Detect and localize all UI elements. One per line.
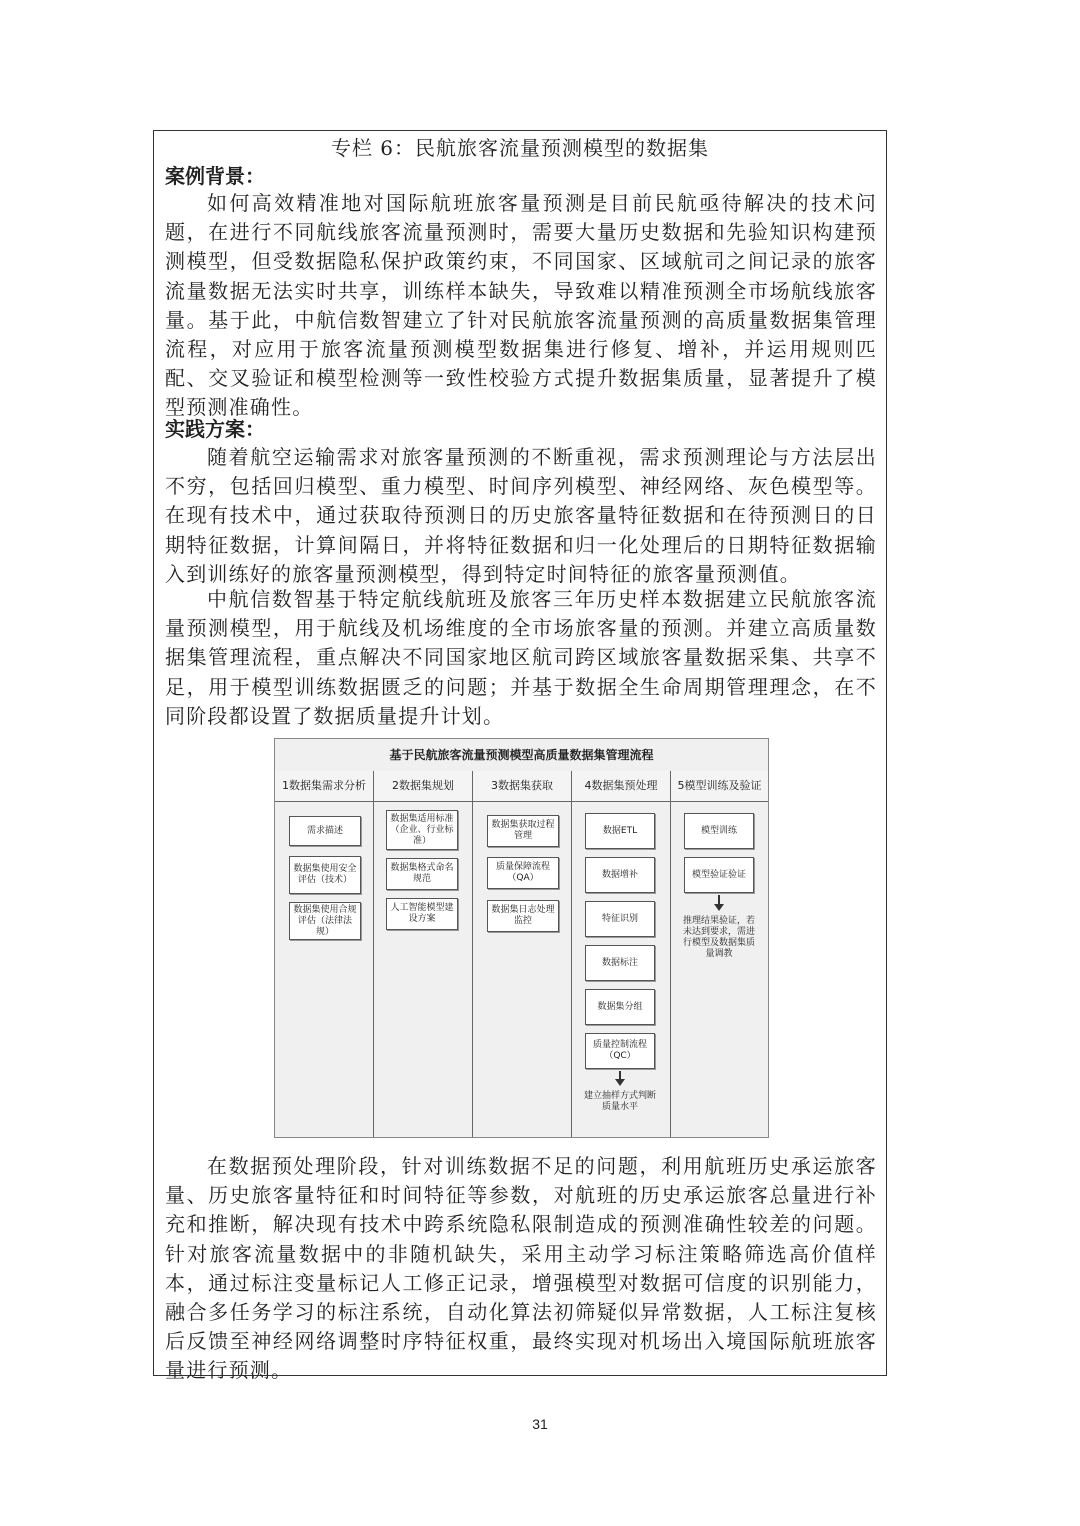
step-box: 质量保障流程（QA） [487, 857, 559, 889]
step-box: 数据集适用标准（企业、行业标准） [386, 810, 458, 850]
case-study-box [153, 130, 887, 1383]
step-box: 数据ETL [585, 813, 655, 849]
column-header: 4数据集预处理 [572, 771, 670, 802]
page-number: 31 [532, 1416, 548, 1432]
diagram-column-2 [374, 771, 473, 1137]
step-box: 数据集分组 [585, 989, 655, 1025]
step-box: 数据增补 [585, 857, 655, 893]
step-note: 建立抽样方式判断质量水平 [583, 1091, 656, 1112]
diagram-column-5 [671, 771, 768, 1137]
step-box: 数据集使用安全评估（技术） [289, 856, 361, 894]
step-box: 数据标注 [585, 945, 655, 981]
practice-paragraph-3: 在数据预处理阶段，针对训练数据不足的问题，利用航班历史承运旅客量、历史旅客量特征和时间特征等参数，对航班的历史承运旅客总量进行补充和推断，解决现有技术中跨系统隐私限制造成的预测准确性较差的问题。针对旅客流量数据中的非随机缺失，采用主动学习标注策略筛选高价值样本，通过标注变量标记人工修正记录，增强模型对数据可信度的识别能力，融合多任务学习的标注系统，自动化算法初筛疑似异常数据，人工标注复核后反馈至神经网络调整时序特征权重，最终实现对机场出入境国际航班旅客量进行预测。 [165, 1154, 877, 1383]
column-header: 3数据集获取 [473, 771, 571, 802]
column-header: 5模型训练及验证 [671, 771, 768, 802]
diagram-column-1 [275, 771, 374, 1137]
step-box: 数据集使用合规评估（法律法规） [289, 902, 361, 940]
diagram-column-3 [473, 771, 572, 1137]
step-box: 需求描述 [289, 816, 361, 846]
step-box: 质量控制流程（QC） [585, 1033, 655, 1069]
diagram-title: 基于民航旅客流量预测模型高质量数据集管理流程 [275, 739, 768, 772]
column-header: 2数据集规划 [374, 771, 472, 802]
column-header: 1数据集需求分析 [275, 771, 373, 802]
practice-paragraph-1: 随着航空运输需求对旅客量预测的不断重视，需求预测理论与方法层出不穷，包括回归模型、重力模型、时间序列模型、神经网络、灰色模型等。在现有技术中，通过获取待预测日的历史旅客量特征数据和在待预测日的日期特征数据，计算间隔日，并将特征数据和归一化处理后的日期特征数据输入到训练好的旅客量预测模型，得到特定时间特征的旅客量预测值。 [165, 445, 877, 586]
process-flow-diagram [274, 738, 769, 1138]
step-box: 模型验证验证 [684, 857, 754, 893]
step-note: 推理结果验证，若未达到要求，需进行模型及数据集质量调教 [682, 916, 755, 959]
step-box: 模型训练 [684, 813, 754, 849]
step-box: 数据集获取过程管理 [487, 815, 559, 847]
box-title: 专栏 6：民航旅客流量预测模型的数据集 [330, 136, 710, 160]
diagram-column-4 [572, 771, 671, 1137]
step-box: 数据集格式命名规范 [386, 858, 458, 890]
background-paragraph: 如何高效精准地对国际航班旅客量预测是目前民航亟待解决的技术问题，在进行不同航线旅客流量预测时，需要大量历史数据和先验知识构建预测模型，但受数据隐私保护政策约束，不同国家、区域航司之间记录的旅客流量数据无法实时共享，训练样本缺失，导致难以精准预测全市场航线旅客量。基于此，中航信数智建立了针对民航旅客流量预测的高质量数据集管理流程，对应用于旅客流量预测模型数据集进行修复、增补，并运用规则匹配、交叉验证和模型检测等一致性校验方式提升数据集质量，显著提升了模型预测准确性。 [165, 191, 877, 420]
step-box: 数据集日志处理监控 [487, 900, 559, 932]
practice-paragraph-2: 中航信数智基于特定航线航班及旅客三年历史样本数据建立民航旅客流量预测模型，用于航线及机场维度的全市场旅客量的预测。并建立高质量数据集管理流程，重点解决不同国家地区航司跨区域旅客量数据采集、共享不足，用于模型训练数据匮乏的问题；并基于数据全生命周期管理理念，在不同阶段都设置了数据质量提升计划。 [165, 587, 877, 728]
background-heading: 案例背景： [165, 164, 265, 188]
step-box: 人工智能模型建设方案 [386, 898, 458, 930]
practice-heading: 实践方案： [165, 417, 265, 441]
step-box: 特征识别 [585, 901, 655, 937]
